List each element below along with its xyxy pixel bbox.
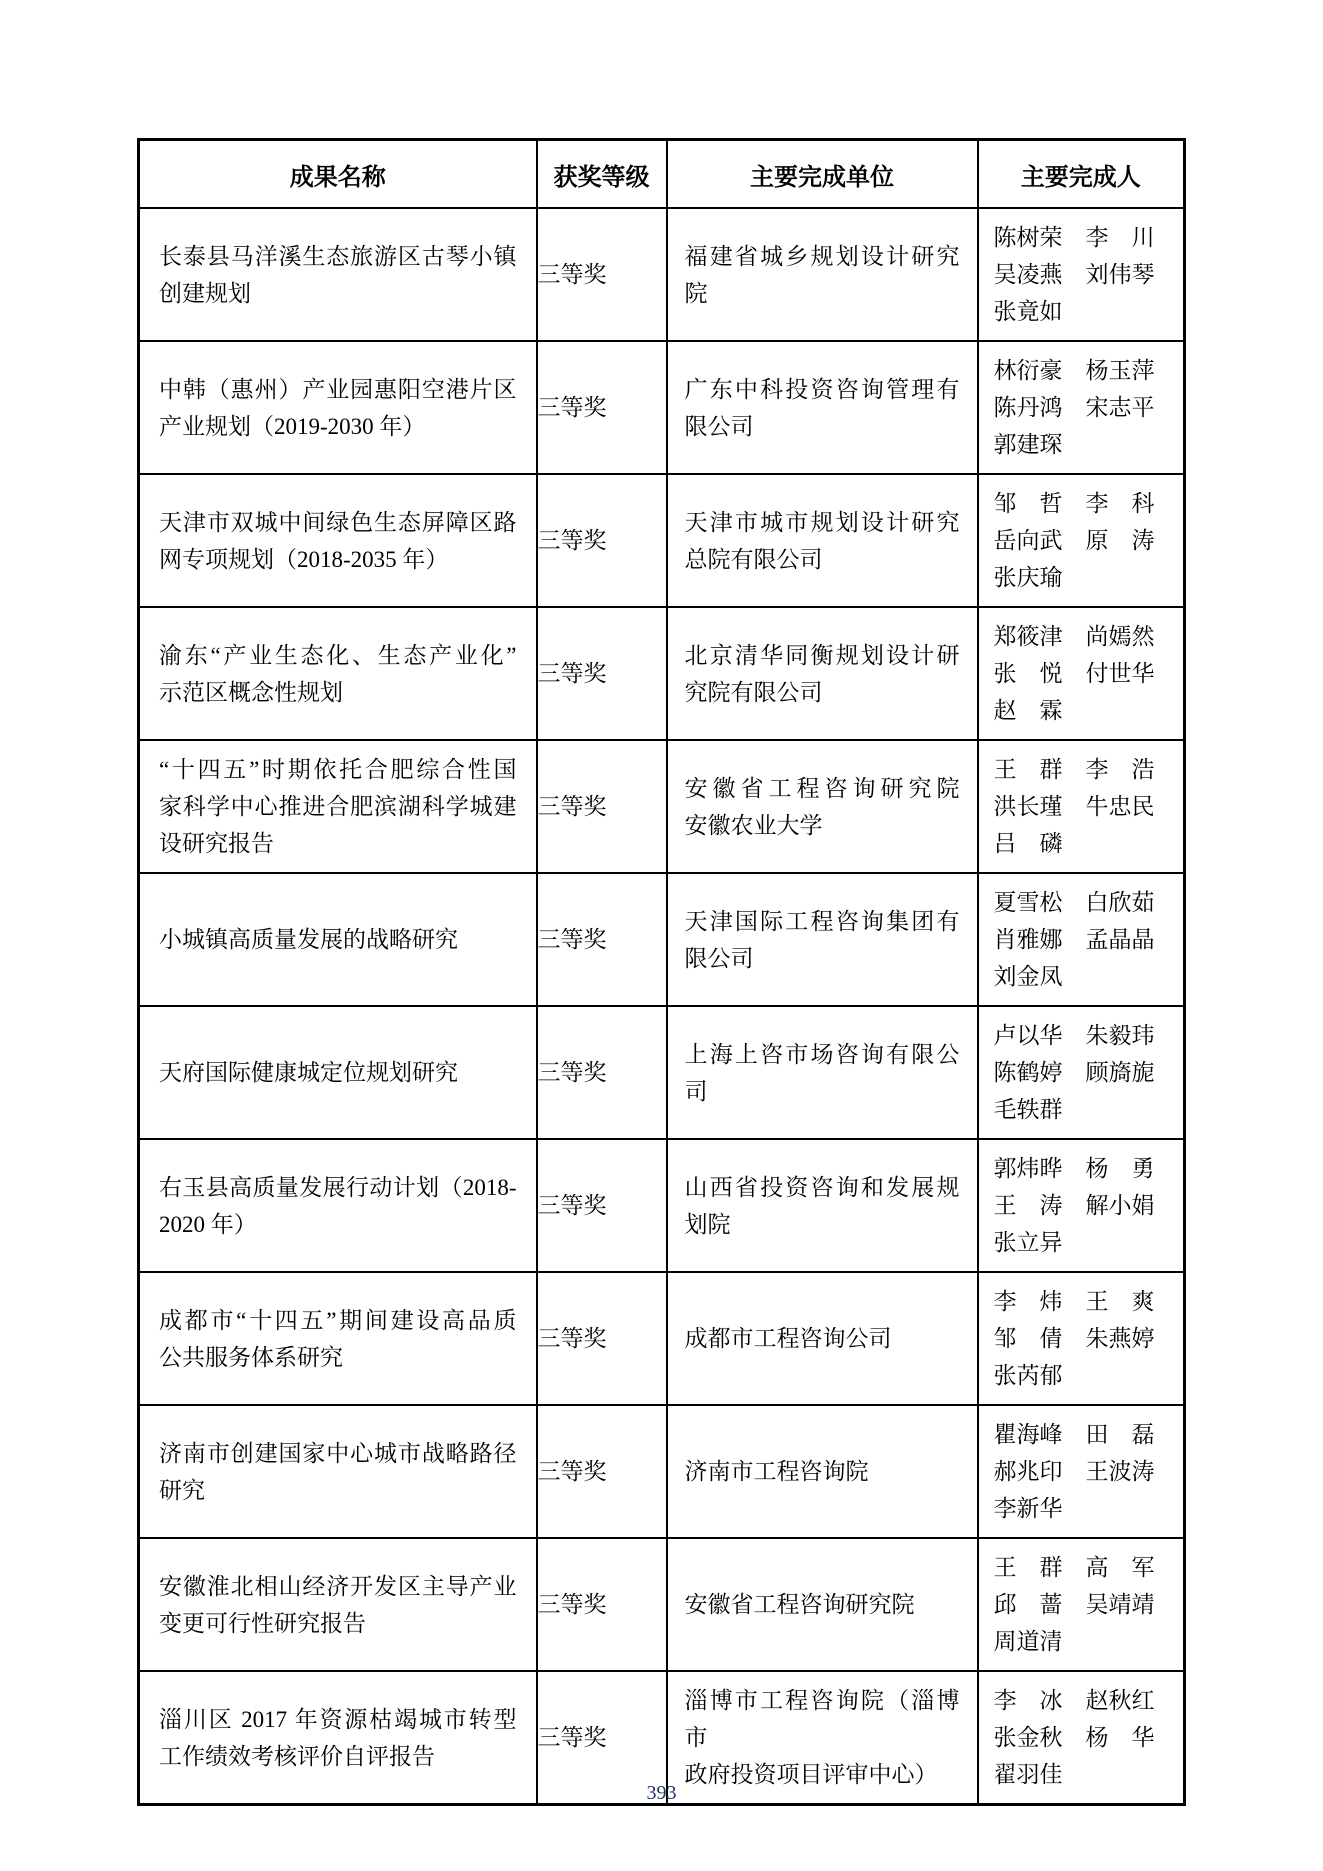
cell-achievement-name (139, 1006, 537, 1139)
text-line: 示范区概念性规划 (159, 679, 343, 705)
text-line: 总院有限公司 (684, 546, 823, 572)
text-line: 毛轶群 (993, 1097, 1063, 1122)
text-line: 广东中科投资咨询管理有 (684, 376, 960, 402)
text-line: 吴凌燕 刘伟琴 (993, 262, 1155, 287)
table-row (139, 1272, 1185, 1405)
text-line: 创建规划 (159, 280, 251, 306)
award-level-text: 三等奖 (537, 528, 607, 553)
award-level-text: 三等奖 (537, 661, 607, 686)
text-line: 安徽省工程咨询研究院 (684, 775, 960, 801)
text-line: 变更可行性研究报告 (159, 1610, 366, 1636)
cell-completing-unit (667, 1139, 978, 1272)
table-row (139, 1006, 1185, 1139)
text-line: 岳向武 原 涛 (993, 528, 1155, 553)
text-line: 瞿海峰 田 磊 (993, 1422, 1155, 1447)
cell-completers (978, 1006, 1185, 1139)
cell-completing-unit (667, 341, 978, 474)
text-line: 中韩（惠州）产业园惠阳空港片区 (159, 376, 517, 402)
text-line: 郭炜晔 杨 勇 (993, 1156, 1155, 1181)
text-line: 家科学中心推进合肥滨湖科学城建 (159, 794, 517, 819)
cell-completers (978, 1538, 1185, 1671)
award-level-text: 三等奖 (537, 1725, 607, 1750)
cell-award-level (537, 1538, 667, 1671)
text-line: 周道清 (993, 1629, 1063, 1654)
text-line: 成都市工程咨询公司 (684, 1326, 892, 1351)
text-line: 天府国际健康城定位规划研究 (159, 1060, 458, 1085)
text-line: 张芮郁 (993, 1363, 1063, 1388)
text-line: 安徽淮北相山经济开发区主导产业 (159, 1573, 517, 1599)
text-line: 淄川区 2017 年资源枯竭城市转型 (159, 1706, 517, 1732)
award-level-text: 三等奖 (537, 1592, 607, 1617)
text-line: 产业规划（2019-2030 年） (159, 413, 426, 439)
text-line: 长泰县马洋溪生态旅游区古琴小镇 (159, 243, 517, 269)
text-line: 究院有限公司 (684, 679, 823, 705)
awards-table (137, 138, 1186, 1806)
text-line: 渝东“产业生态化、生态产业化” (159, 642, 517, 668)
text-line: 张庆瑜 (993, 565, 1063, 590)
award-level-text: 三等奖 (537, 262, 607, 287)
text-line: 赵 霖 (993, 698, 1063, 723)
text-line: 上海上咨市场咨询有限公 (684, 1041, 960, 1067)
cell-completers (978, 1272, 1185, 1405)
text-line: 李新华 (993, 1496, 1063, 1521)
header-completers: 主要完成人 (978, 140, 1185, 209)
text-line: 司 (684, 1078, 708, 1104)
text-line: 邱 蔷 吴靖靖 (993, 1592, 1155, 1617)
cell-completing-unit (667, 1405, 978, 1538)
cell-achievement-name (139, 1139, 537, 1272)
text-line: 陈树荣 李 川 (993, 225, 1155, 250)
cell-completers (978, 1405, 1185, 1538)
text-line: 张金秋 杨 华 (993, 1725, 1155, 1750)
text-line: 陈丹鸿 宋志平 (993, 395, 1155, 420)
cell-award-level (537, 1272, 667, 1405)
text-line: 邹 哲 李 科 (993, 491, 1155, 516)
text-line: 天津市城市规划设计研究 (684, 509, 960, 535)
text-line: 研究 (159, 1477, 205, 1503)
text-line: 山西省投资咨询和发展规 (684, 1174, 960, 1200)
cell-award-level (537, 1405, 667, 1538)
text-line: 网专项规划（2018-2035 年） (159, 546, 449, 572)
text-line: “十四五”时期依托合肥综合性国 (159, 757, 517, 782)
text-line: 王 群 李 浩 (993, 757, 1155, 782)
award-level-text: 三等奖 (537, 794, 607, 819)
award-level-text: 三等奖 (537, 1459, 607, 1484)
cell-completers (978, 208, 1185, 341)
text-line: 划院 (684, 1211, 731, 1237)
award-level-text: 三等奖 (537, 1193, 607, 1218)
cell-award-level (537, 740, 667, 873)
page-number: 393 (646, 1782, 677, 1804)
cell-award-level (537, 1006, 667, 1139)
text-line: 福建省城乡规划设计研究 (684, 243, 960, 269)
cell-completers (978, 740, 1185, 873)
text-line: 刘金凤 (993, 964, 1063, 989)
header-completing-unit: 主要完成单位 (667, 140, 978, 209)
award-level-text: 三等奖 (537, 1060, 607, 1085)
text-line: 王 群 高 军 (993, 1555, 1155, 1580)
text-line: 右玉县高质量发展行动计划（2018- (159, 1174, 517, 1200)
cell-completing-unit (667, 1272, 978, 1405)
header-row (139, 140, 1185, 209)
text-line: 翟羽佳 (993, 1762, 1063, 1787)
table-row (139, 1405, 1185, 1538)
text-line: 北京清华同衡规划设计研 (684, 642, 960, 668)
cell-achievement-name (139, 873, 537, 1006)
text-line: 公共服务体系研究 (159, 1344, 343, 1370)
table-row (139, 474, 1185, 607)
table-row (139, 607, 1185, 740)
text-line: 郭建琛 (993, 432, 1063, 457)
cell-achievement-name (139, 1405, 537, 1538)
text-line: 林衍豪 杨玉萍 (993, 358, 1155, 383)
text-line: 吕 磷 (993, 831, 1063, 856)
header-award-level: 获奖等级 (537, 140, 667, 209)
text-line: 郝兆印 王波涛 (993, 1459, 1155, 1484)
cell-completers (978, 873, 1185, 1006)
table-row (139, 208, 1185, 341)
text-line: 张立异 (993, 1230, 1063, 1255)
text-line: 夏雪松 白欣茹 (993, 890, 1155, 915)
cell-completers (978, 341, 1185, 474)
table-row (139, 740, 1185, 873)
cell-award-level (537, 607, 667, 740)
text-line: 院 (684, 280, 708, 306)
text-line: 陈鹤婷 顾旖旎 (993, 1060, 1155, 1085)
text-line: 张竟如 (993, 299, 1063, 324)
cell-achievement-name (139, 740, 537, 873)
cell-award-level (537, 474, 667, 607)
text-line: 张 悦 付世华 (993, 661, 1155, 686)
text-line: 工作绩效考核评价自评报告 (159, 1743, 435, 1769)
text-line: 卢以华 朱毅玮 (993, 1023, 1155, 1048)
cell-achievement-name (139, 341, 537, 474)
table-row (139, 1139, 1185, 1272)
cell-completing-unit (667, 740, 978, 873)
text-line: 成都市“十四五”期间建设高品质 (159, 1307, 517, 1333)
text-line: 限公司 (684, 945, 754, 971)
text-line: 邹 倩 朱燕婷 (993, 1326, 1155, 1351)
text-line: 设研究报告 (159, 831, 274, 856)
table-body (139, 208, 1185, 1805)
cell-completing-unit (667, 607, 978, 740)
text-line: 李 炜 王 爽 (993, 1289, 1155, 1314)
cell-achievement-name (139, 208, 537, 341)
text-line: 限公司 (684, 413, 754, 439)
cell-completers (978, 1139, 1185, 1272)
cell-achievement-name (139, 474, 537, 607)
header-achievement-name: 成果名称 (139, 140, 537, 209)
cell-completers (978, 474, 1185, 607)
text-line: 安徽省工程咨询研究院 (684, 1592, 915, 1617)
text-line: 小城镇高质量发展的战略研究 (159, 927, 458, 952)
cell-award-level (537, 341, 667, 474)
cell-completing-unit (667, 208, 978, 341)
text-line: 肖雅娜 孟晶晶 (993, 927, 1155, 952)
cell-completing-unit (667, 474, 978, 607)
cell-award-level (537, 208, 667, 341)
text-line: 天津市双城中间绿色生态屏障区路 (159, 509, 517, 535)
cell-completing-unit (667, 1538, 978, 1671)
text-line: 天津国际工程咨询集团有 (684, 908, 960, 934)
text-line: 王 涛 解小娟 (993, 1193, 1155, 1218)
text-line: 洪长瑾 牛忠民 (993, 794, 1155, 819)
cell-achievement-name (139, 607, 537, 740)
award-level-text: 三等奖 (537, 927, 607, 952)
cell-completing-unit (667, 873, 978, 1006)
text-line: 济南市工程咨询院 (684, 1459, 869, 1484)
award-level-text: 三等奖 (537, 1326, 607, 1351)
table-row (139, 1538, 1185, 1671)
text-line: 郑筱津 尚嫣然 (993, 624, 1155, 649)
text-line: 2020 年） (159, 1211, 257, 1237)
table-row (139, 873, 1185, 1006)
cell-award-level (537, 1139, 667, 1272)
text-line: 李 冰 赵秋红 (993, 1688, 1155, 1713)
cell-achievement-name (139, 1272, 537, 1405)
text-line: 济南市创建国家中心城市战略路径 (159, 1440, 517, 1466)
award-level-text: 三等奖 (537, 395, 607, 420)
cell-achievement-name (139, 1538, 537, 1671)
cell-completing-unit (667, 1006, 978, 1139)
cell-award-level (537, 873, 667, 1006)
text-line: 淄博市工程咨询院（淄博市 (684, 1688, 960, 1750)
text-line: 安徽农业大学 (684, 812, 823, 838)
cell-completers (978, 607, 1185, 740)
text-line: 政府投资项目评审中心） (684, 1762, 938, 1787)
table-row (139, 341, 1185, 474)
